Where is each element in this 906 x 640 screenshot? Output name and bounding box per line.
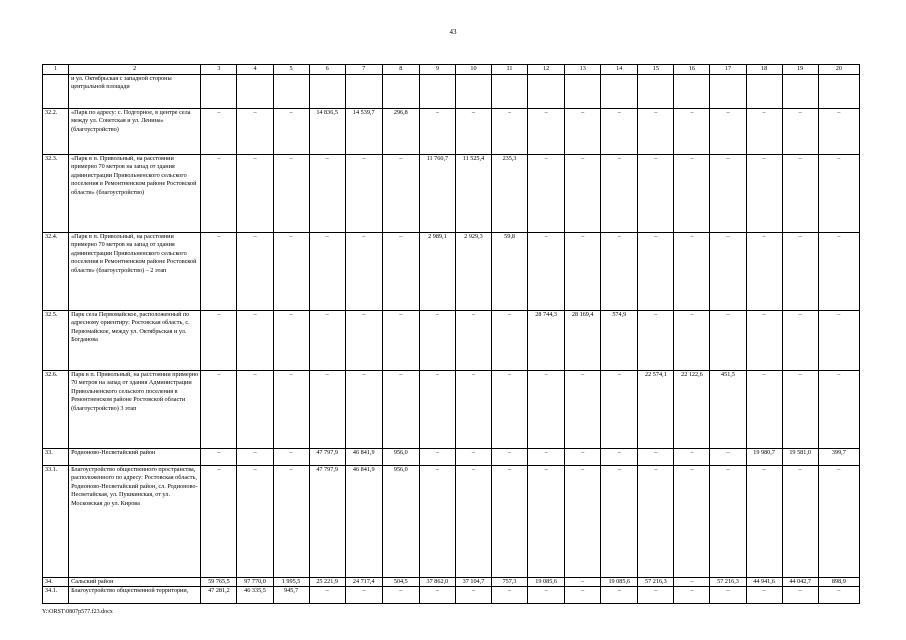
row-number-cell: 33.1. bbox=[43, 465, 69, 577]
value-cell: – bbox=[782, 310, 818, 370]
value-cell: 19 085,6 bbox=[528, 577, 565, 587]
value-cell: – bbox=[309, 154, 345, 232]
value-cell: – bbox=[273, 310, 309, 370]
value-cell: – bbox=[201, 154, 237, 232]
value-cell: 757,3 bbox=[492, 577, 528, 587]
value-cell: 47 797,9 bbox=[309, 448, 345, 465]
value-cell: 11 760,7 bbox=[419, 154, 455, 232]
value-cell: – bbox=[382, 310, 419, 370]
value-cell: 956,0 bbox=[382, 448, 419, 465]
header-cell: 10 bbox=[455, 65, 491, 75]
value-cell: – bbox=[674, 577, 710, 587]
value-cell: – bbox=[455, 465, 491, 577]
table-row bbox=[43, 465, 860, 577]
value-cell: – bbox=[382, 154, 419, 232]
header-cell: 19 bbox=[782, 65, 818, 75]
value-cell: 898,9 bbox=[818, 577, 859, 587]
table-row bbox=[43, 232, 860, 310]
value-cell: – bbox=[492, 465, 528, 577]
object-name-cell: «Парк в п. Привольный, на расстоянии примерно 70 метров на запад от здания администрации Привольненского сельского поселения в Ремонтненском районе Ростовской области» (благоустройство) – 2 этап bbox=[69, 232, 201, 310]
header-cell: 5 bbox=[273, 65, 309, 75]
value-cell: – bbox=[746, 108, 782, 154]
header-cell: 17 bbox=[710, 65, 746, 75]
value-cell: – bbox=[237, 232, 273, 310]
value-cell: – bbox=[309, 232, 345, 310]
row-number-cell: 32.5. bbox=[43, 310, 69, 370]
value-cell: 19 980,7 bbox=[746, 448, 782, 465]
value-cell: – bbox=[273, 108, 309, 154]
value-cell: – bbox=[273, 465, 309, 577]
value-cell: – bbox=[674, 232, 710, 310]
value-cell: – bbox=[638, 232, 674, 310]
value-cell: – bbox=[455, 370, 491, 448]
value-cell: 28 744,3 bbox=[528, 310, 565, 370]
value-cell: – bbox=[528, 108, 565, 154]
value-cell: – bbox=[710, 587, 746, 604]
value-cell: – bbox=[710, 448, 746, 465]
value-cell: 59,8 bbox=[492, 232, 528, 310]
value-cell: – bbox=[201, 310, 237, 370]
value-cell: – bbox=[419, 587, 455, 604]
value-cell: – bbox=[309, 587, 345, 604]
value-cell: – bbox=[237, 310, 273, 370]
value-cell: – bbox=[674, 108, 710, 154]
value-cell: – bbox=[455, 108, 491, 154]
value-cell: – bbox=[273, 232, 309, 310]
value-cell: 22 122,6 bbox=[674, 370, 710, 448]
row-number-cell bbox=[43, 74, 69, 108]
value-cell: – bbox=[710, 108, 746, 154]
value-cell: – bbox=[345, 232, 382, 310]
value-cell: 46 335,5 bbox=[237, 587, 273, 604]
value-cell bbox=[345, 74, 382, 108]
value-cell: – bbox=[565, 154, 601, 232]
value-cell: 1 995,5 bbox=[273, 577, 309, 587]
value-cell: 28 169,4 bbox=[565, 310, 601, 370]
value-cell: – bbox=[782, 465, 818, 577]
value-cell bbox=[528, 74, 565, 108]
value-cell bbox=[601, 74, 638, 108]
value-cell: – bbox=[818, 465, 859, 577]
value-cell: – bbox=[565, 108, 601, 154]
value-cell: – bbox=[492, 310, 528, 370]
value-cell: 57 216,3 bbox=[638, 577, 674, 587]
value-cell bbox=[638, 74, 674, 108]
value-cell: – bbox=[818, 587, 859, 604]
header-cell: 14 bbox=[601, 65, 638, 75]
value-cell: 57 216,3 bbox=[710, 577, 746, 587]
value-cell: 451,5 bbox=[710, 370, 746, 448]
value-cell: – bbox=[782, 232, 818, 310]
value-cell: – bbox=[818, 154, 859, 232]
value-cell: – bbox=[237, 108, 273, 154]
value-cell: – bbox=[674, 310, 710, 370]
header-cell: 8 bbox=[382, 65, 419, 75]
value-cell: – bbox=[455, 587, 491, 604]
header-cell: 7 bbox=[345, 65, 382, 75]
data-table bbox=[42, 64, 860, 604]
table-row bbox=[43, 154, 860, 232]
value-cell: 37 104,7 bbox=[455, 577, 491, 587]
table-row bbox=[43, 577, 860, 587]
value-cell bbox=[455, 74, 491, 108]
value-cell: – bbox=[638, 108, 674, 154]
value-cell: – bbox=[638, 587, 674, 604]
value-cell: – bbox=[638, 448, 674, 465]
header-cell: 12 bbox=[528, 65, 565, 75]
value-cell: 25 221,9 bbox=[309, 577, 345, 587]
row-number-cell: 34.1. bbox=[43, 587, 69, 604]
object-name-cell: «Парк по адресу: с. Подгорное, в центре села между ул. Советская и ул. Ленина» (благоустройство) bbox=[69, 108, 201, 154]
value-cell: 11 525,4 bbox=[455, 154, 491, 232]
value-cell: – bbox=[782, 154, 818, 232]
row-number-cell: 32.2. bbox=[43, 108, 69, 154]
header-cell: 1 bbox=[43, 65, 69, 75]
value-cell: 504,5 bbox=[382, 577, 419, 587]
value-cell: 235,3 bbox=[492, 154, 528, 232]
value-cell: 46 841,9 bbox=[345, 448, 382, 465]
header-cell: 16 bbox=[674, 65, 710, 75]
header-cell: 11 bbox=[492, 65, 528, 75]
value-cell: – bbox=[746, 154, 782, 232]
value-cell: – bbox=[273, 370, 309, 448]
value-cell: – bbox=[201, 232, 237, 310]
value-cell: – bbox=[638, 465, 674, 577]
table-row bbox=[43, 74, 860, 108]
value-cell: 47 797,9 bbox=[309, 465, 345, 577]
value-cell: – bbox=[345, 587, 382, 604]
value-cell: – bbox=[309, 310, 345, 370]
value-cell: – bbox=[201, 370, 237, 448]
value-cell: – bbox=[565, 448, 601, 465]
value-cell: – bbox=[201, 465, 237, 577]
value-cell: – bbox=[492, 448, 528, 465]
value-cell: – bbox=[273, 448, 309, 465]
value-cell: – bbox=[746, 232, 782, 310]
header-cell: 13 bbox=[565, 65, 601, 75]
value-cell: – bbox=[710, 232, 746, 310]
value-cell: – bbox=[273, 154, 309, 232]
value-cell bbox=[674, 74, 710, 108]
object-name-cell: Благоустройство общественной территории, bbox=[69, 587, 201, 604]
value-cell: 2 989,1 bbox=[419, 232, 455, 310]
value-cell: – bbox=[674, 465, 710, 577]
value-cell bbox=[565, 74, 601, 108]
value-cell: – bbox=[492, 370, 528, 448]
row-number-cell: 32.6. bbox=[43, 370, 69, 448]
value-cell: – bbox=[237, 154, 273, 232]
value-cell: 296,8 bbox=[382, 108, 419, 154]
object-name-cell: и ул. Октябрьская с западной стороны центральной площади bbox=[69, 74, 201, 108]
value-cell: – bbox=[309, 370, 345, 448]
value-cell: – bbox=[345, 370, 382, 448]
value-cell: – bbox=[419, 448, 455, 465]
value-cell: – bbox=[818, 370, 859, 448]
value-cell: – bbox=[528, 448, 565, 465]
value-cell: – bbox=[746, 587, 782, 604]
value-cell: – bbox=[345, 154, 382, 232]
value-cell: – bbox=[746, 465, 782, 577]
value-cell: 59 765,5 bbox=[201, 577, 237, 587]
value-cell: – bbox=[382, 370, 419, 448]
table-row bbox=[43, 370, 860, 448]
value-cell: 14 836,5 bbox=[309, 108, 345, 154]
value-cell: – bbox=[382, 587, 419, 604]
value-cell: – bbox=[237, 448, 273, 465]
table-row bbox=[43, 108, 860, 154]
value-cell: – bbox=[782, 108, 818, 154]
value-cell: 44 042,7 bbox=[782, 577, 818, 587]
value-cell: 956,0 bbox=[382, 465, 419, 577]
table-row bbox=[43, 448, 860, 465]
value-cell: 46 841,9 bbox=[345, 465, 382, 577]
object-name-cell: Сальский район bbox=[69, 577, 201, 587]
object-name-cell: Парк села Первомайское, расположенный по адресному ориентиру: Ростовская область, с. Первомайское, между ул. Октябрьская и ул. Богданова bbox=[69, 310, 201, 370]
value-cell bbox=[746, 74, 782, 108]
value-cell: – bbox=[746, 310, 782, 370]
value-cell: – bbox=[818, 232, 859, 310]
value-cell: – bbox=[528, 587, 565, 604]
header-cell: 20 bbox=[818, 65, 859, 75]
footer-file-path: Y:\ORST\0807p577.f23.docx bbox=[42, 609, 113, 615]
value-cell bbox=[201, 74, 237, 108]
value-cell: – bbox=[601, 465, 638, 577]
value-cell: – bbox=[601, 154, 638, 232]
value-cell: – bbox=[565, 370, 601, 448]
value-cell: – bbox=[528, 465, 565, 577]
value-cell: 14 539,7 bbox=[345, 108, 382, 154]
value-cell: 22 574,1 bbox=[638, 370, 674, 448]
value-cell bbox=[309, 74, 345, 108]
value-cell: – bbox=[710, 310, 746, 370]
table-row bbox=[43, 587, 860, 604]
value-cell bbox=[382, 74, 419, 108]
value-cell: – bbox=[565, 577, 601, 587]
value-cell: 2 929,3 bbox=[455, 232, 491, 310]
value-cell: – bbox=[455, 310, 491, 370]
value-cell: 44 941,6 bbox=[746, 577, 782, 587]
object-name-cell: Благоустройство общественного пространства, расположенного по адресу: Ростовская область, Родионово-Несветайский район, сл. Родионово-Несветайская, ул. Пушкинская, от ул. Московская до ул. Кирова bbox=[69, 465, 201, 577]
value-cell: – bbox=[674, 154, 710, 232]
table-row bbox=[43, 310, 860, 370]
value-cell: 574,9 bbox=[601, 310, 638, 370]
header-cell: 3 bbox=[201, 65, 237, 75]
row-number-cell: 33. bbox=[43, 448, 69, 465]
value-cell: 19 581,0 bbox=[782, 448, 818, 465]
value-cell: – bbox=[419, 370, 455, 448]
value-cell: – bbox=[492, 587, 528, 604]
header-cell: 15 bbox=[638, 65, 674, 75]
value-cell: – bbox=[528, 370, 565, 448]
value-cell: – bbox=[419, 310, 455, 370]
row-number-cell: 32.4. bbox=[43, 232, 69, 310]
object-name-cell: Парк в п. Привольный, на расстоянии примерно 70 метров на запад от здания Администрации Привольненского сельского поселения в Ремонтненском районе Ростовской области (благоустройство) 3 этап bbox=[69, 370, 201, 448]
value-cell: – bbox=[782, 370, 818, 448]
value-cell: – bbox=[710, 154, 746, 232]
value-cell: 37 862,0 bbox=[419, 577, 455, 587]
value-cell bbox=[492, 74, 528, 108]
value-cell bbox=[782, 74, 818, 108]
value-cell: – bbox=[565, 587, 601, 604]
value-cell: – bbox=[638, 310, 674, 370]
value-cell: – bbox=[419, 108, 455, 154]
row-number-cell: 32.3. bbox=[43, 154, 69, 232]
value-cell: – bbox=[237, 465, 273, 577]
value-cell: – bbox=[782, 587, 818, 604]
value-cell bbox=[818, 74, 859, 108]
value-cell: – bbox=[601, 448, 638, 465]
header-cell: 4 bbox=[237, 65, 273, 75]
value-cell bbox=[273, 74, 309, 108]
value-cell: – bbox=[419, 465, 455, 577]
header-cell: 9 bbox=[419, 65, 455, 75]
object-name-cell: «Парк в п. Привольный, на расстоянии примерно 70 метров на запад от здания администрации Привольненского сельского поселения в Ремонтненском районе Ростовской области» (благоустройство) bbox=[69, 154, 201, 232]
value-cell: – bbox=[818, 108, 859, 154]
value-cell: – bbox=[201, 448, 237, 465]
row-number-cell: 34. bbox=[43, 577, 69, 587]
value-cell bbox=[419, 74, 455, 108]
value-cell: – bbox=[601, 370, 638, 448]
value-cell: 399,7 bbox=[818, 448, 859, 465]
value-cell: – bbox=[601, 587, 638, 604]
value-cell: – bbox=[565, 232, 601, 310]
value-cell: – bbox=[710, 465, 746, 577]
value-cell: – bbox=[601, 232, 638, 310]
header-cell: 2 bbox=[69, 65, 201, 75]
value-cell: – bbox=[237, 370, 273, 448]
header-cell: 18 bbox=[746, 65, 782, 75]
value-cell: – bbox=[674, 448, 710, 465]
value-cell: 47 281,2 bbox=[201, 587, 237, 604]
value-cell: – bbox=[638, 154, 674, 232]
value-cell: 97 770,0 bbox=[237, 577, 273, 587]
header-row bbox=[43, 65, 860, 75]
value-cell: – bbox=[201, 108, 237, 154]
object-name-cell: Родионово-Несветайский район bbox=[69, 448, 201, 465]
value-cell: – bbox=[492, 108, 528, 154]
value-cell: – bbox=[345, 310, 382, 370]
value-cell: – bbox=[382, 232, 419, 310]
value-cell: – bbox=[565, 465, 601, 577]
value-cell: 24 717,4 bbox=[345, 577, 382, 587]
value-cell: – bbox=[455, 448, 491, 465]
value-cell: 945,7 bbox=[273, 587, 309, 604]
value-cell: – bbox=[818, 310, 859, 370]
value-cell: – bbox=[528, 232, 565, 310]
value-cell: – bbox=[528, 154, 565, 232]
value-cell: – bbox=[601, 108, 638, 154]
value-cell bbox=[710, 74, 746, 108]
value-cell: – bbox=[674, 587, 710, 604]
header-cell: 6 bbox=[309, 65, 345, 75]
value-cell: – bbox=[746, 370, 782, 448]
value-cell: 19 085,6 bbox=[601, 577, 638, 587]
page-number: 43 bbox=[449, 28, 457, 36]
value-cell bbox=[237, 74, 273, 108]
